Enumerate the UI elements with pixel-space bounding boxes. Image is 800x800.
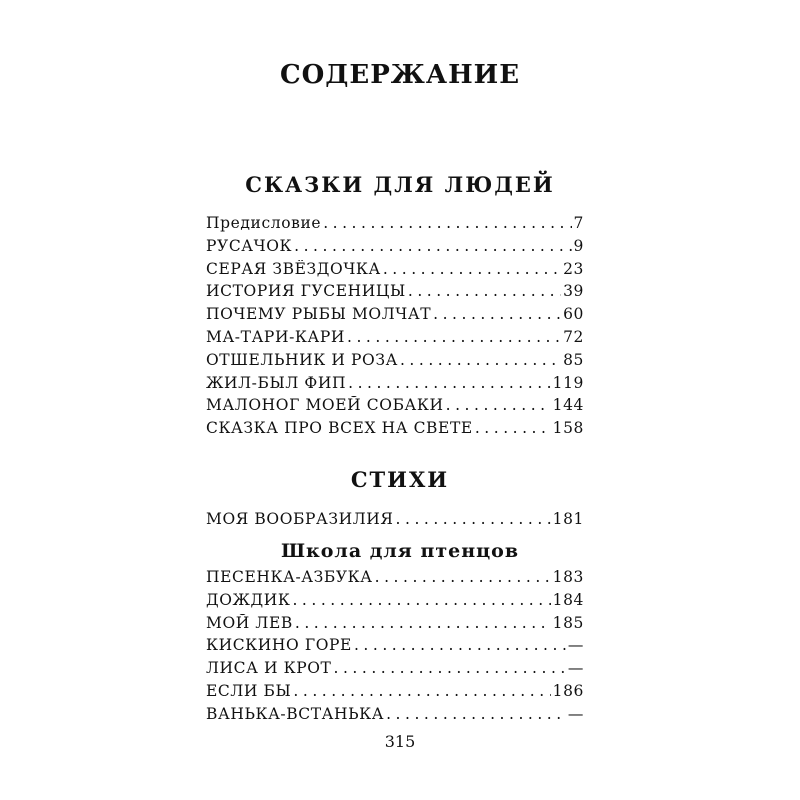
toc-entry-page: 72 — [563, 327, 584, 346]
toc-entry-title: ПОЧЕМУ РЫБЫ МОЛЧАТ — [206, 305, 432, 324]
toc-entry-title: РУСАЧОК — [206, 236, 293, 255]
toc-entry-page: — — [567, 659, 584, 678]
toc-entry-title: ПЕСЕНКА-АЗБУКА — [206, 568, 373, 586]
toc-entry-title: КИСКИНО ГОРЕ — [206, 636, 352, 655]
dot-leader — [433, 305, 561, 323]
dot-leader — [293, 682, 550, 700]
toc-entry-page: 181 — [552, 510, 584, 528]
toc-entry-page: — — [567, 636, 584, 655]
toc-entry[interactable] — [206, 682, 584, 705]
toc-entry-page: 9 — [573, 236, 584, 255]
toc-entry-title: МА-ТАРИ-КАРИ — [206, 327, 345, 346]
toc-entry-page: 39 — [563, 282, 584, 301]
toc-entry[interactable] — [206, 260, 584, 283]
dot-leader — [396, 510, 551, 528]
toc-entry-page: 183 — [552, 568, 584, 586]
toc-entry-title: ЕСЛИ БЫ — [206, 681, 292, 700]
toc-entry[interactable] — [206, 305, 584, 328]
toc-entry[interactable] — [206, 396, 584, 419]
toc-entry-page: 185 — [552, 613, 584, 632]
toc-entry-page: 144 — [552, 396, 584, 415]
dot-leader — [347, 328, 561, 346]
toc-entry-title: ИСТОРИЯ ГУСЕНИЦЫ — [206, 282, 406, 301]
page-number: 315 — [384, 732, 416, 751]
toc-entry-page: 60 — [563, 305, 584, 324]
dot-leader — [383, 260, 561, 278]
dot-leader — [334, 659, 566, 677]
toc-entry[interactable] — [206, 351, 584, 374]
section-heading-fairy-tales: СКАЗКИ ДЛЯ ЛЮДЕЙ — [245, 172, 555, 197]
dot-leader — [354, 636, 566, 654]
toc-entry-title: ОТШЕЛЬНИК И РОЗА — [206, 350, 398, 369]
page-title: СОДЕРЖАНИЕ — [279, 60, 521, 90]
dot-leader — [292, 591, 550, 609]
toc-entry-page: 184 — [552, 590, 584, 609]
toc-entry[interactable] — [206, 374, 584, 397]
toc-entry-page: 119 — [552, 373, 584, 392]
toc-entry-title: СКАЗКА ПРО ВСЕХ НА СВЕТЕ — [206, 419, 473, 438]
toc-entry[interactable] — [206, 510, 584, 533]
toc-entry-page: 186 — [552, 681, 584, 700]
toc-entry[interactable] — [206, 591, 584, 614]
dot-leader — [295, 614, 551, 632]
toc-entry-page: — — [567, 704, 584, 723]
dot-leader — [475, 419, 551, 437]
toc-entry-title: ЖИЛ-БЫЛ ФИП — [206, 373, 347, 392]
toc-entry[interactable] — [206, 659, 584, 682]
dot-leader — [446, 396, 551, 414]
toc-entry[interactable] — [206, 419, 584, 442]
toc-list-fairy-tales — [206, 214, 584, 442]
toc-entry-page: 85 — [563, 350, 584, 369]
dot-leader — [348, 374, 551, 392]
toc-entry[interactable] — [206, 636, 584, 659]
toc-entry-title: МАЛОНОГ МОЕЙ СОБАКИ — [206, 396, 444, 415]
toc-entry-title: МОЯ ВООБРАЗИЛИЯ — [206, 510, 394, 528]
dot-leader — [294, 237, 571, 255]
dot-leader — [323, 214, 571, 232]
toc-entry-title: МОЙ ЛЕВ — [206, 613, 293, 632]
toc-entry-page: 7 — [573, 214, 584, 232]
toc-entry-page: 23 — [563, 259, 584, 278]
toc-entry[interactable] — [206, 282, 584, 305]
toc-entry-title: СЕРАЯ ЗВЁЗДОЧКА — [206, 259, 381, 278]
section-heading-poems: СТИХИ — [350, 467, 450, 492]
toc-entry[interactable] — [206, 705, 584, 728]
toc-entry[interactable] — [206, 237, 584, 260]
toc-entry-title: ЛИСА И КРОТ — [206, 659, 332, 678]
subsection-heading: Школа для птенцов — [280, 540, 520, 562]
toc-entry-title: ВАНЬКА-ВСТАНЬКА — [206, 704, 385, 723]
toc-entry[interactable] — [206, 328, 584, 351]
toc-entry[interactable] — [206, 214, 584, 237]
toc-entry-title: Предисловие — [206, 214, 322, 232]
dot-leader — [408, 282, 561, 300]
toc-entry[interactable] — [206, 568, 584, 591]
dot-leader — [375, 568, 551, 586]
toc-list-school-for-chicks — [206, 568, 584, 728]
dot-leader — [386, 705, 566, 723]
dot-leader — [400, 351, 561, 369]
toc-entry[interactable] — [206, 614, 584, 637]
toc-entry-title: ДОЖДИК — [206, 590, 291, 609]
toc-list-poems — [206, 510, 584, 533]
toc-entry-page: 158 — [552, 419, 584, 438]
